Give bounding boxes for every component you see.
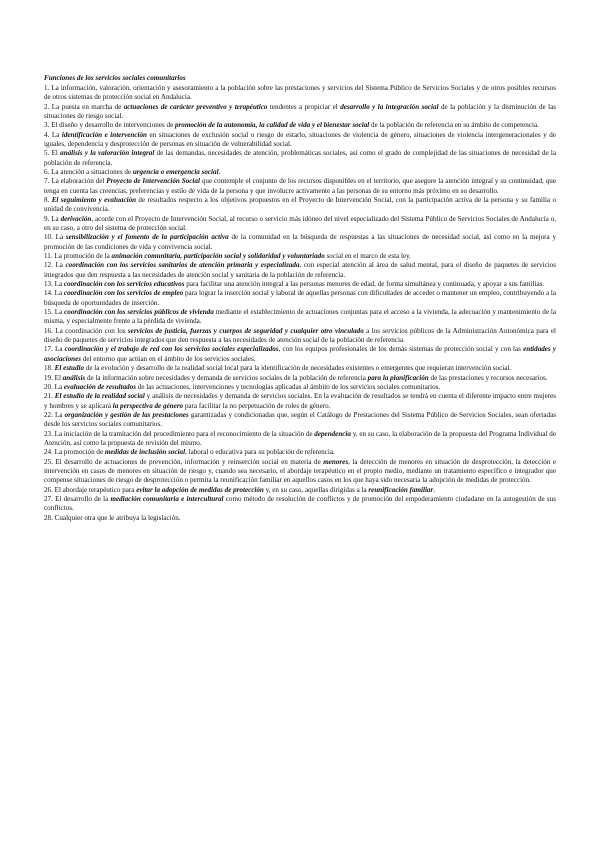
emphasis-text: organización y gestión de las prestaciones [64, 410, 189, 419]
emphasis-text: sensibilización y el fomento de la participación activa [65, 233, 229, 242]
list-item [44, 280, 556, 289]
item-text: 4. La [44, 130, 62, 139]
item-text: 22. La [44, 410, 65, 419]
item-text: 23. La iniciación de la tramitación del procedimiento para el reconocimiento de la situación de [44, 429, 315, 438]
list-item [44, 177, 556, 196]
list-item [44, 392, 556, 411]
item-text: 2. La puesta en marcha de [44, 102, 124, 111]
item-text: de la población de referencia en su ámbito de competencia. [369, 121, 539, 130]
list-item [44, 327, 556, 346]
emphasis-text: promoción de la autonomía, la calidad de vida y el bienestar social [175, 121, 370, 130]
list-item [44, 514, 556, 523]
list-item [44, 233, 556, 252]
list-item [44, 345, 556, 364]
item-text: para facilitar la no perpetuación de roles de género. [183, 401, 331, 410]
emphasis-text: dependencia [314, 429, 351, 438]
item-text: , con los equipos profesionales de los demás sistemas de protección social y con las [278, 345, 524, 354]
list-item [44, 168, 556, 177]
item-text: 20. La [44, 382, 64, 391]
item-text: 8. [44, 195, 52, 204]
item-text: en situaciones de exclusión social o riesgo de estarlo, situaciones de violencia de género, situaciones de violencia intergeneracionales y de iguales, dependencia y desprotección de personas en situación de vulnerabilidad social. [44, 130, 556, 148]
item-text: 16. La coordinación con los [44, 326, 128, 335]
list-item [44, 121, 556, 130]
item-text: de la información sobre necesidades y demanda de servicios sociales de la población de referencia [85, 373, 368, 382]
list-item [44, 495, 556, 514]
item-text: 3. El diseño y desarrollo de intervenciones de [44, 121, 175, 130]
emphasis-text: urgencia o emergencia social [132, 167, 219, 176]
item-text: social en el marco de esta ley. [324, 252, 411, 261]
item-text: del entorno que actúan en el ámbito de los servicios sociales. [81, 354, 256, 363]
item-text: de resultados respecto a los objetivos propuestos en el Proyecto de Intervención Social, con la participación activa de la persona y su familia o unidad de convivencia. [44, 195, 557, 214]
emphasis-text: medidas de inclusión social [104, 448, 186, 457]
emphasis-text: análisis y la valoración integral [60, 149, 155, 158]
list-item [44, 458, 556, 486]
item-text: 1. La información, valoración, orientación y asesoramiento a la población sobre las prestaciones y servicios del Sistema Público de Servicios Sociales y de otros posibles recursos de otros sistemas de protección social en Andalucía. [44, 83, 556, 102]
item-text: como método de resolución de conflictos y de promoción del empoderamiento ciudadano en la autogestión de sus conflictos. [44, 494, 556, 513]
emphasis-text: evitar la adopción de medidas de protección [136, 485, 264, 494]
emphasis-text: menores [323, 457, 349, 466]
item-text: 7. La elaboración del [44, 177, 107, 186]
item-text: 27. El desarrollo de la [44, 494, 111, 503]
item-text: , laboral o educativa para su población de referencia. [185, 448, 335, 457]
emphasis-text: coordinación con los servicios de empleo [63, 289, 184, 298]
emphasis-text: para la planificación [367, 373, 429, 382]
item-text: de las prestaciones y recursos necesarios. [428, 373, 548, 382]
emphasis-text: coordinación con los servicios educativos [63, 280, 185, 289]
item-text: 18. [44, 364, 55, 373]
item-text: de las demandas, necesidades de atención, problemáticas sociales, así como el grado de complejidad de las situaciones de necesidad de la población de referencia. [44, 149, 556, 167]
list-item [44, 289, 556, 308]
item-text: a los servicios públicos de la Administración Autonómica para el diseño de paquetes de servicios integrados que den respuesta a las necesidades de atención social de la población de referencia. [44, 326, 556, 345]
item-text: 13. La [44, 280, 64, 289]
item-text: de las actuaciones, intervenciones y tecnologías aplicadas al ámbito de los servicios sociales comunitarios. [136, 382, 441, 391]
emphasis-text: entidades y asociaciones [44, 345, 557, 363]
list-item [44, 84, 556, 103]
item-text: 12. La [44, 261, 66, 270]
item-text: 15. La [44, 308, 65, 317]
item-text: 21. [44, 392, 55, 401]
item-text: 24. La promoción de [44, 448, 105, 457]
item-text: . [218, 167, 221, 176]
list-item [44, 383, 556, 392]
item-text: garantizadas y condicionadas que, según el Catálogo de Prestaciones del Sistema Público de Servicios Sociales, sean ofertadas desde los servicios sociales comunitarios. [44, 410, 556, 429]
item-text: 14. La [44, 289, 64, 298]
item-text: y análisis de necesidades y demanda de servicios sociales. En la evaluación de resultados se tendrá en cuenta el diferente impacto entre mujeres y hombres y se aplicará [44, 392, 557, 410]
emphasis-text: El seguimiento y evaluación [51, 195, 137, 204]
item-text: 26. El abordaje terapéutico para [44, 485, 137, 494]
item-text: 6. La atención a situaciones de [44, 167, 133, 176]
item-text: 17. La [44, 345, 65, 354]
emphasis-text: El estudio [54, 364, 85, 373]
item-text: , acorde con el Proyecto de Intervención Social, al recurso o servicio más idóneo del nivel especializado del Sistema Público de Servicios Sociales de Andalucía o, en su caso, a otro del sistema de protección social. [44, 214, 556, 232]
list-item [44, 261, 556, 280]
item-text: y, en su caso, la elaboración de la propuesta del Programa Individual de Atención, así como la propuesta de revisión del mismo. [44, 429, 556, 447]
emphasis-text: actuaciones de carácter preventivo y terapéutico [123, 102, 268, 111]
list-item [44, 131, 556, 150]
emphasis-text: coordinación y el trabajo de red con los servicios sociales especializados [64, 345, 279, 354]
emphasis-text: mediación comunitaria e intercultural [110, 494, 224, 503]
item-text: y, en su caso, aquellas dirigidas a la [263, 485, 369, 494]
document-page [44, 74, 556, 523]
item-text: mediante el establecimiento de actuaciones conjuntas para el acceso a la vivienda, la adecuación y mantenimiento de la misma, y especialmente frente a la pérdida de vivienda. [44, 308, 556, 326]
emphasis-text: derivación [60, 214, 92, 223]
list-item [44, 252, 556, 261]
item-text: de la población y la disminución de las situaciones de riesgo social. [44, 102, 557, 120]
item-text: que contemple el conjunto de los recursos disponibles en el territorio, que asegure la atención integral y su continuidad, que tenga en cuenta las creencias, preferencias y estilo de vida de la persona y que involucre activamente a las personas de su entorno más próximo en su desarrollo. [44, 177, 556, 195]
emphasis-text: reunificación familiar [368, 485, 434, 494]
emphasis-text: servicios de justicia, fuerzas y cuerpos de seguridad y cualquier otro vinculado [127, 326, 364, 335]
emphasis-text: identificación e intervención [61, 130, 147, 139]
item-text: 25. El desarrollo de actuaciones de prevención, información y reinserción social en materia de [44, 457, 324, 466]
item-text: , con especial atención al área de salud mental, para el diseño de paquetes de servicios integrados que den respuesta a las necesidades de atención social y sanitaria de la población de referencia. [44, 261, 556, 279]
item-text: . [433, 485, 436, 494]
item-text: 5. El [44, 149, 61, 158]
item-text: de la comunidad en la búsqueda de respuestas a las situaciones de necesidad social, así como en la mejora y promoción de las condiciones de vida y convivencia social. [44, 233, 556, 251]
functions-list [44, 84, 556, 523]
item-text: 9. La [44, 214, 61, 223]
emphasis-text: Proyecto de Intervención Social [106, 177, 200, 186]
item-text: 11. La promoción de la [44, 252, 112, 261]
emphasis-text: coordinación con los servicios sanitarios de atención primaria y especializada [65, 261, 300, 270]
list-item [44, 411, 556, 430]
item-text: tendentes a propiciar el [267, 102, 341, 111]
emphasis-text: animación comunitaria, participación social y solidaridad y voluntariado [111, 252, 325, 261]
item-text: 28. Cualquier otra que le atribuya la legislación. [44, 513, 181, 522]
list-item [44, 430, 556, 449]
emphasis-text: desarrollo y la integración social [340, 102, 439, 111]
emphasis-text: coordinación con los servicios públicos de vivienda [64, 308, 214, 317]
item-text: para lograr la inserción social y laboral de aquellas personas con dificultades de acceder o mantener un empleo, contribuyendo a la búsqueda de oportunidades de inserción. [44, 289, 557, 307]
item-text: 19. El [44, 373, 63, 382]
list-item [44, 149, 556, 168]
list-item [44, 364, 556, 373]
item-text: 10. La [44, 233, 66, 242]
item-text: , la detección de menores en situación de desprotección, la detección e intervención en casos de menores en situación de riesgo y, cuando sea necesario, el abordaje terapéutico en el propio medio, mediante un tratamiento específico e integrador que compense situaciones de riesgo de desprotección o permita la reunificación familiar en aquellos casos en los que haya sido necesaria la adopción de medidas de protección. [44, 457, 556, 485]
item-text: para facilitar una atención integral a las personas menores de edad, de forma simultánea y continuada, y apoyar a sus familias. [184, 280, 545, 289]
list-item [44, 374, 556, 383]
emphasis-text: la perspectiva de género [112, 401, 184, 410]
list-item [44, 196, 556, 215]
emphasis-text: evaluación de resultados [63, 382, 137, 391]
list-item [44, 448, 556, 457]
emphasis-text: análisis [62, 373, 86, 382]
list-item [44, 486, 556, 495]
list-item [44, 103, 556, 122]
emphasis-text: El estudio de la realidad social [54, 392, 145, 401]
item-text: de la evolución y desarrollo de la realidad social local para la identificación de necesidades existentes o emergentes que requieran intervención social. [84, 364, 512, 373]
document-heading: Funciones de los servicios sociales comunitarios [44, 74, 186, 82]
list-item [44, 308, 556, 327]
list-item [44, 215, 556, 234]
